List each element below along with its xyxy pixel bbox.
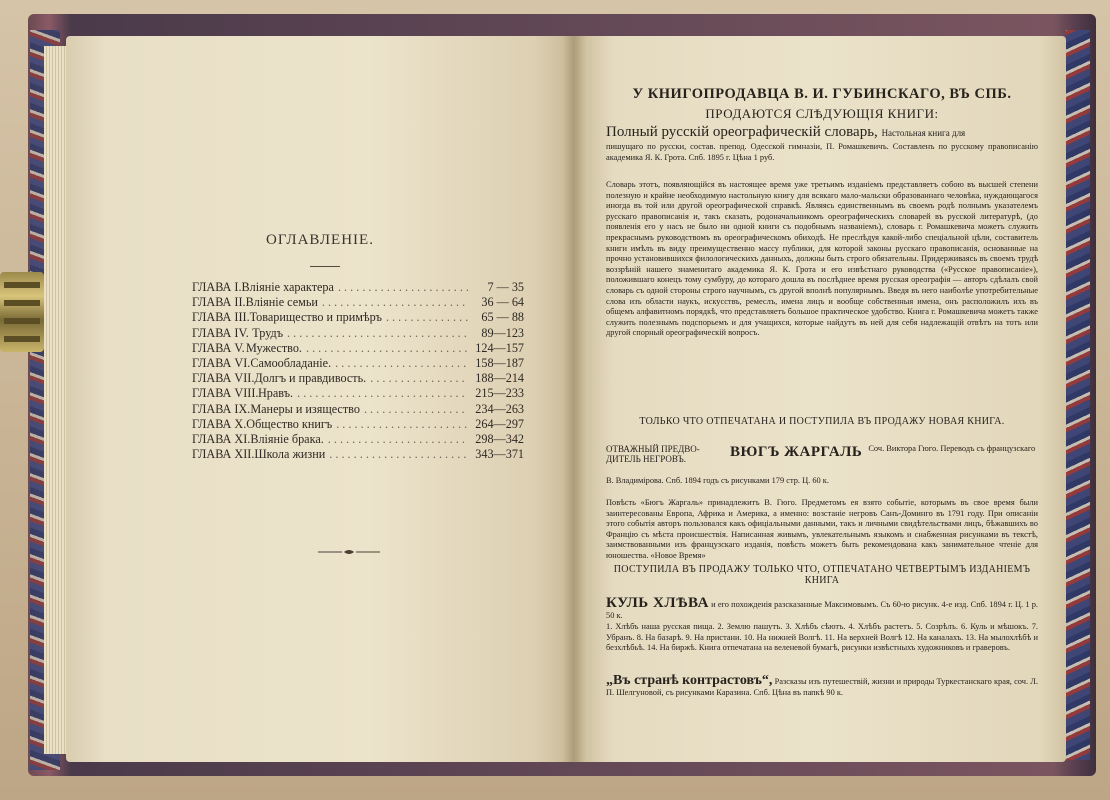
- toc-chapter: ГЛАВА III.: [192, 310, 250, 325]
- toc-pages: 215—233: [475, 386, 524, 401]
- toc-row: [192, 447, 524, 462]
- brass-clasp: [0, 272, 44, 352]
- toc-row: [192, 386, 524, 401]
- toc-chapter-name: Общество книгъ: [246, 416, 333, 431]
- jargal-author: Соч. Виктора Гюго. Переводъ съ французскаго: [868, 444, 1036, 453]
- toc-row: [192, 356, 524, 371]
- ad-subtitle: ПРОДАЮТСЯ СЛѢДУЮЩІЯ КНИГИ:: [705, 106, 939, 121]
- toc-row: [192, 326, 524, 341]
- book-gutter: [562, 36, 586, 762]
- toc-chapter-name: Мужество.: [245, 340, 302, 355]
- toc-pages: 124—157: [475, 340, 524, 355]
- toc-chapter-name: Вліяніе брака.: [250, 432, 324, 447]
- toc-row: [192, 341, 524, 356]
- jargal-body: Повѣсть «Бюгъ Жаргаль» принадлежитъ В. Гюго. Предметомъ ея взято событіе, которымъ въ свое время были заинтересованы Европа, Африка и Америка, а именно: возстаніе негровъ Санъ-Доминго въ 1791 году. При описаніи этого событія авторъ пользовался какъ офиціальными данными, такъ и личными свидѣтельствами лицъ, бѣжавшихъ во Францію съ мѣста происшествія. Написанная живымъ, увлекательнымъ языкомъ и снабженная рисунками въ текстѣ, заимствованными изъ французскаго изданія, повѣсть можетъ быть рекомендована какъ занимательное чтеніе для юношества. «Новое Время»: [606, 498, 1038, 560]
- toc-pages: 343—371: [475, 447, 524, 462]
- toc-row: [192, 295, 524, 310]
- kul-title: КУЛЬ ХЛѢВА: [606, 595, 709, 611]
- dict-title: Полный русскій ореографическій словарь,: [606, 124, 878, 140]
- toc-chapter-name: Самообладаніе.: [250, 356, 332, 371]
- toc-leader: [386, 310, 468, 325]
- toc-chapter: ГЛАВА I.: [192, 280, 242, 294]
- toc-chapter: ГЛАВА VIII.: [192, 386, 259, 401]
- toc-leader: [322, 295, 468, 310]
- toc-pages: 36 — 64: [481, 295, 524, 310]
- toc-chapter: ГЛАВА IX.: [192, 401, 251, 416]
- ad-title: У КНИГОПРОДАВЦА В. И. ГУБИНСКАГО, ВЪ СПБ.: [632, 86, 1012, 102]
- toc-chapter: ГЛАВА II.: [192, 295, 246, 310]
- toc-chapter: ГЛАВА IV.: [192, 325, 249, 340]
- toc-row: [192, 432, 524, 447]
- toc-pages: 89—123: [481, 325, 524, 340]
- dict-description: пишущаго по русски, состав. препод. Одесской гимназіи, П. Ромашкевичъ. Составленъ по русскому правописанію академика Я. К. Грота. Спб. 1895 г. Цѣна 1 руб.: [606, 142, 1038, 162]
- dict-heading: [606, 124, 1038, 141]
- toc-row: [192, 310, 524, 325]
- marbled-edge-right: [1066, 30, 1090, 760]
- kul-heading: [606, 595, 1038, 621]
- toc-pages: 264—297: [475, 416, 524, 431]
- toc-pages: 188—214: [475, 371, 524, 386]
- toc-pages: 158—187: [475, 356, 524, 371]
- toc-chapter-name: Нравъ.: [258, 386, 294, 401]
- toc-row: [192, 280, 524, 295]
- toc-pages: 65 — 88: [481, 310, 524, 325]
- dict-tail: Настольная книга для: [881, 128, 966, 138]
- toc-chapter-name: Трудъ: [252, 325, 284, 340]
- jargal-description: В. Владимірова. Спб. 1894 годъ съ рисунками 179 стр. Ц. 60 к.: [606, 476, 829, 485]
- toc-leader: [338, 280, 468, 295]
- toc-chapter: ГЛАВА VII.: [192, 371, 255, 386]
- toc-leader: [297, 386, 468, 401]
- strana-title: „Въ странѣ контрастовъ“,: [606, 673, 773, 688]
- toc-leader: [370, 371, 468, 386]
- toc-leader: [287, 326, 468, 341]
- toc-row: [192, 417, 524, 432]
- toc-list: [192, 280, 524, 462]
- toc-pages: 7 — 35: [487, 280, 524, 294]
- toc-chapter-name: Вліяніе семьи: [245, 295, 318, 310]
- jargal-title: ВЮГЪ ЖАРГАЛЬ: [730, 444, 863, 460]
- toc-chapter-name: Школа жизни: [254, 447, 326, 462]
- toc-rule: [310, 266, 340, 267]
- page-edges-left: [44, 46, 68, 754]
- toc-chapter-name: Манеры и изящество: [250, 401, 360, 416]
- toc-chapter-name: Вліяніе характера: [241, 280, 334, 294]
- notice-new-book: ТОЛЬКО ЧТО ОТПЕЧАТАНА И ПОСТУПИЛА ВЪ ПРОДАЖУ НОВАЯ КНИГА.: [639, 416, 1005, 427]
- jargal-subtitle: ОТВАЖНЫЙ ПРЕДВО-ДИТЕЛЬ НЕГРОВЪ.: [606, 444, 700, 464]
- kul-tail: и его похожденія разсказанные Максимовымъ. Съ 60-ю рисунк. 4-е изд. Спб. 1894 г. Ц. 1 р. 50 к.: [606, 600, 1038, 620]
- toc-leader: [336, 417, 468, 432]
- toc-pages: 298—342: [475, 432, 524, 447]
- strana-tail: Разсказы изъ путешествій, жизни и природы Туркестанскаго края, соч. Л. П. Шелгуновой, съ рисунками Каразина. Спб. Цѣна въ папкѣ 90 к.: [606, 677, 1039, 697]
- notice-fourth-edition: ПОСТУПИЛА ВЪ ПРОДАЖУ ТОЛЬКО ЧТО, ОТПЕЧАТАНО ЧЕТВЕРТЫМЪ ИЗДАНІЕМЪ КНИГА: [613, 564, 1031, 586]
- strana-block: [606, 673, 1039, 698]
- toc-row: [192, 371, 524, 386]
- toc-chapter: ГЛАВА X.: [192, 416, 247, 431]
- toc-chapter: ГЛАВА XI.: [192, 432, 251, 447]
- toc-leader: [329, 447, 468, 462]
- toc-leader: [335, 356, 468, 371]
- toc-title: ОГЛАВЛЕНІЕ.: [266, 232, 374, 248]
- toc-chapter-name: Товарищество и примѣръ: [249, 310, 382, 325]
- toc-leader: [306, 341, 468, 356]
- toc-leader: [364, 402, 468, 417]
- toc-leader: [328, 432, 468, 447]
- toc-chapter-name: Долгъ и правдивость.: [254, 371, 367, 386]
- ornament-icon: [318, 548, 380, 556]
- jargal-heading: [606, 444, 1038, 464]
- toc-row: [192, 402, 524, 417]
- kul-body: 1. Хлѣбъ наша русская пища. 2. Землю пашутъ. 3. Хлѣбъ сѣютъ. 4. Хлѣбъ растетъ. 5. Созрѣлъ. 6. Куль и мѣшокъ. 7. Убранъ. 8. На базарѣ. 9. На пристани. 10. На нижней Волгѣ. 11. На верхней Волгѣ 12. На каналахъ. 13. На мылохлѣбѣ и безхлѣбьѣ. 14. На биржѣ. Книга отпечатана на веленевой бумагѣ, рисунки извѣстныхъ художниковъ и граверовъ.: [606, 622, 1038, 653]
- toc-chapter: ГЛАВА XII.: [192, 447, 255, 462]
- toc-chapter: ГЛАВА V.: [192, 340, 245, 355]
- toc-pages: 234—263: [475, 401, 524, 416]
- dict-body: Словарь этотъ, появляющійся въ настоящее время уже третьимъ изданіемъ представляетъ собою въ высшей степени полезную и крайне необходимую настольную книгу для всякаго мало-мальски образованнаго человѣка, нуждающагося иногда въ той или другой ореографической справкѣ. Являясь единственнымъ въ своемъ родѣ полнымъ указателемъ русскаго правописанія и, такъ сказать, родоначальникомъ ореографическихъ словарей въ русской литературѣ, (до появленія его у насъ не было ни одной книги съ подобнымъ названіемъ), словарь г. Ромашкевича можетъ служить прекраснымъ руководствомъ въ ореографическомъ обиходѣ. Не преслѣдуя какой-либо спеціальной цѣли, составитель книги имѣлъ въ виду преимущественно массу публики, для которой законы русскаго правописанія, основанные на прочно установившихся филологическихъ данныхъ, должны быть строго обязательны. Придерживаясь въ своемъ трудѣ воззрѣній нашего знаменитаго академика Я. К. Грота и его извѣстнаго руководства («Русское правописаніе»), положившаго конецъ тому сумбуру, до котораго дошла въ послѣднее время русская ореографія — авторъ сдѣлалъ свой словарь съ одной стороны строго научнымъ, съ другой вполнѣ популярнымъ. Введя въ него наиболѣе употребительные слова изъ области наукъ, искусствъ, ремеслъ, имена лицъ и вообще собственныя имена, онъ расположилъ ихъ въ общемъ алфавитномъ порядкѣ, что представляетъ большое практическое удобство. Книга г. Ромашкевича можетъ также служить полезнымъ подспорьемъ и для учащихся, которые найдутъ въ ней для себя надлежащій отвѣтъ на тотъ или другой спорный ореографическій вопросъ.: [606, 180, 1038, 338]
- toc-chapter: ГЛАВА VI.: [192, 356, 251, 371]
